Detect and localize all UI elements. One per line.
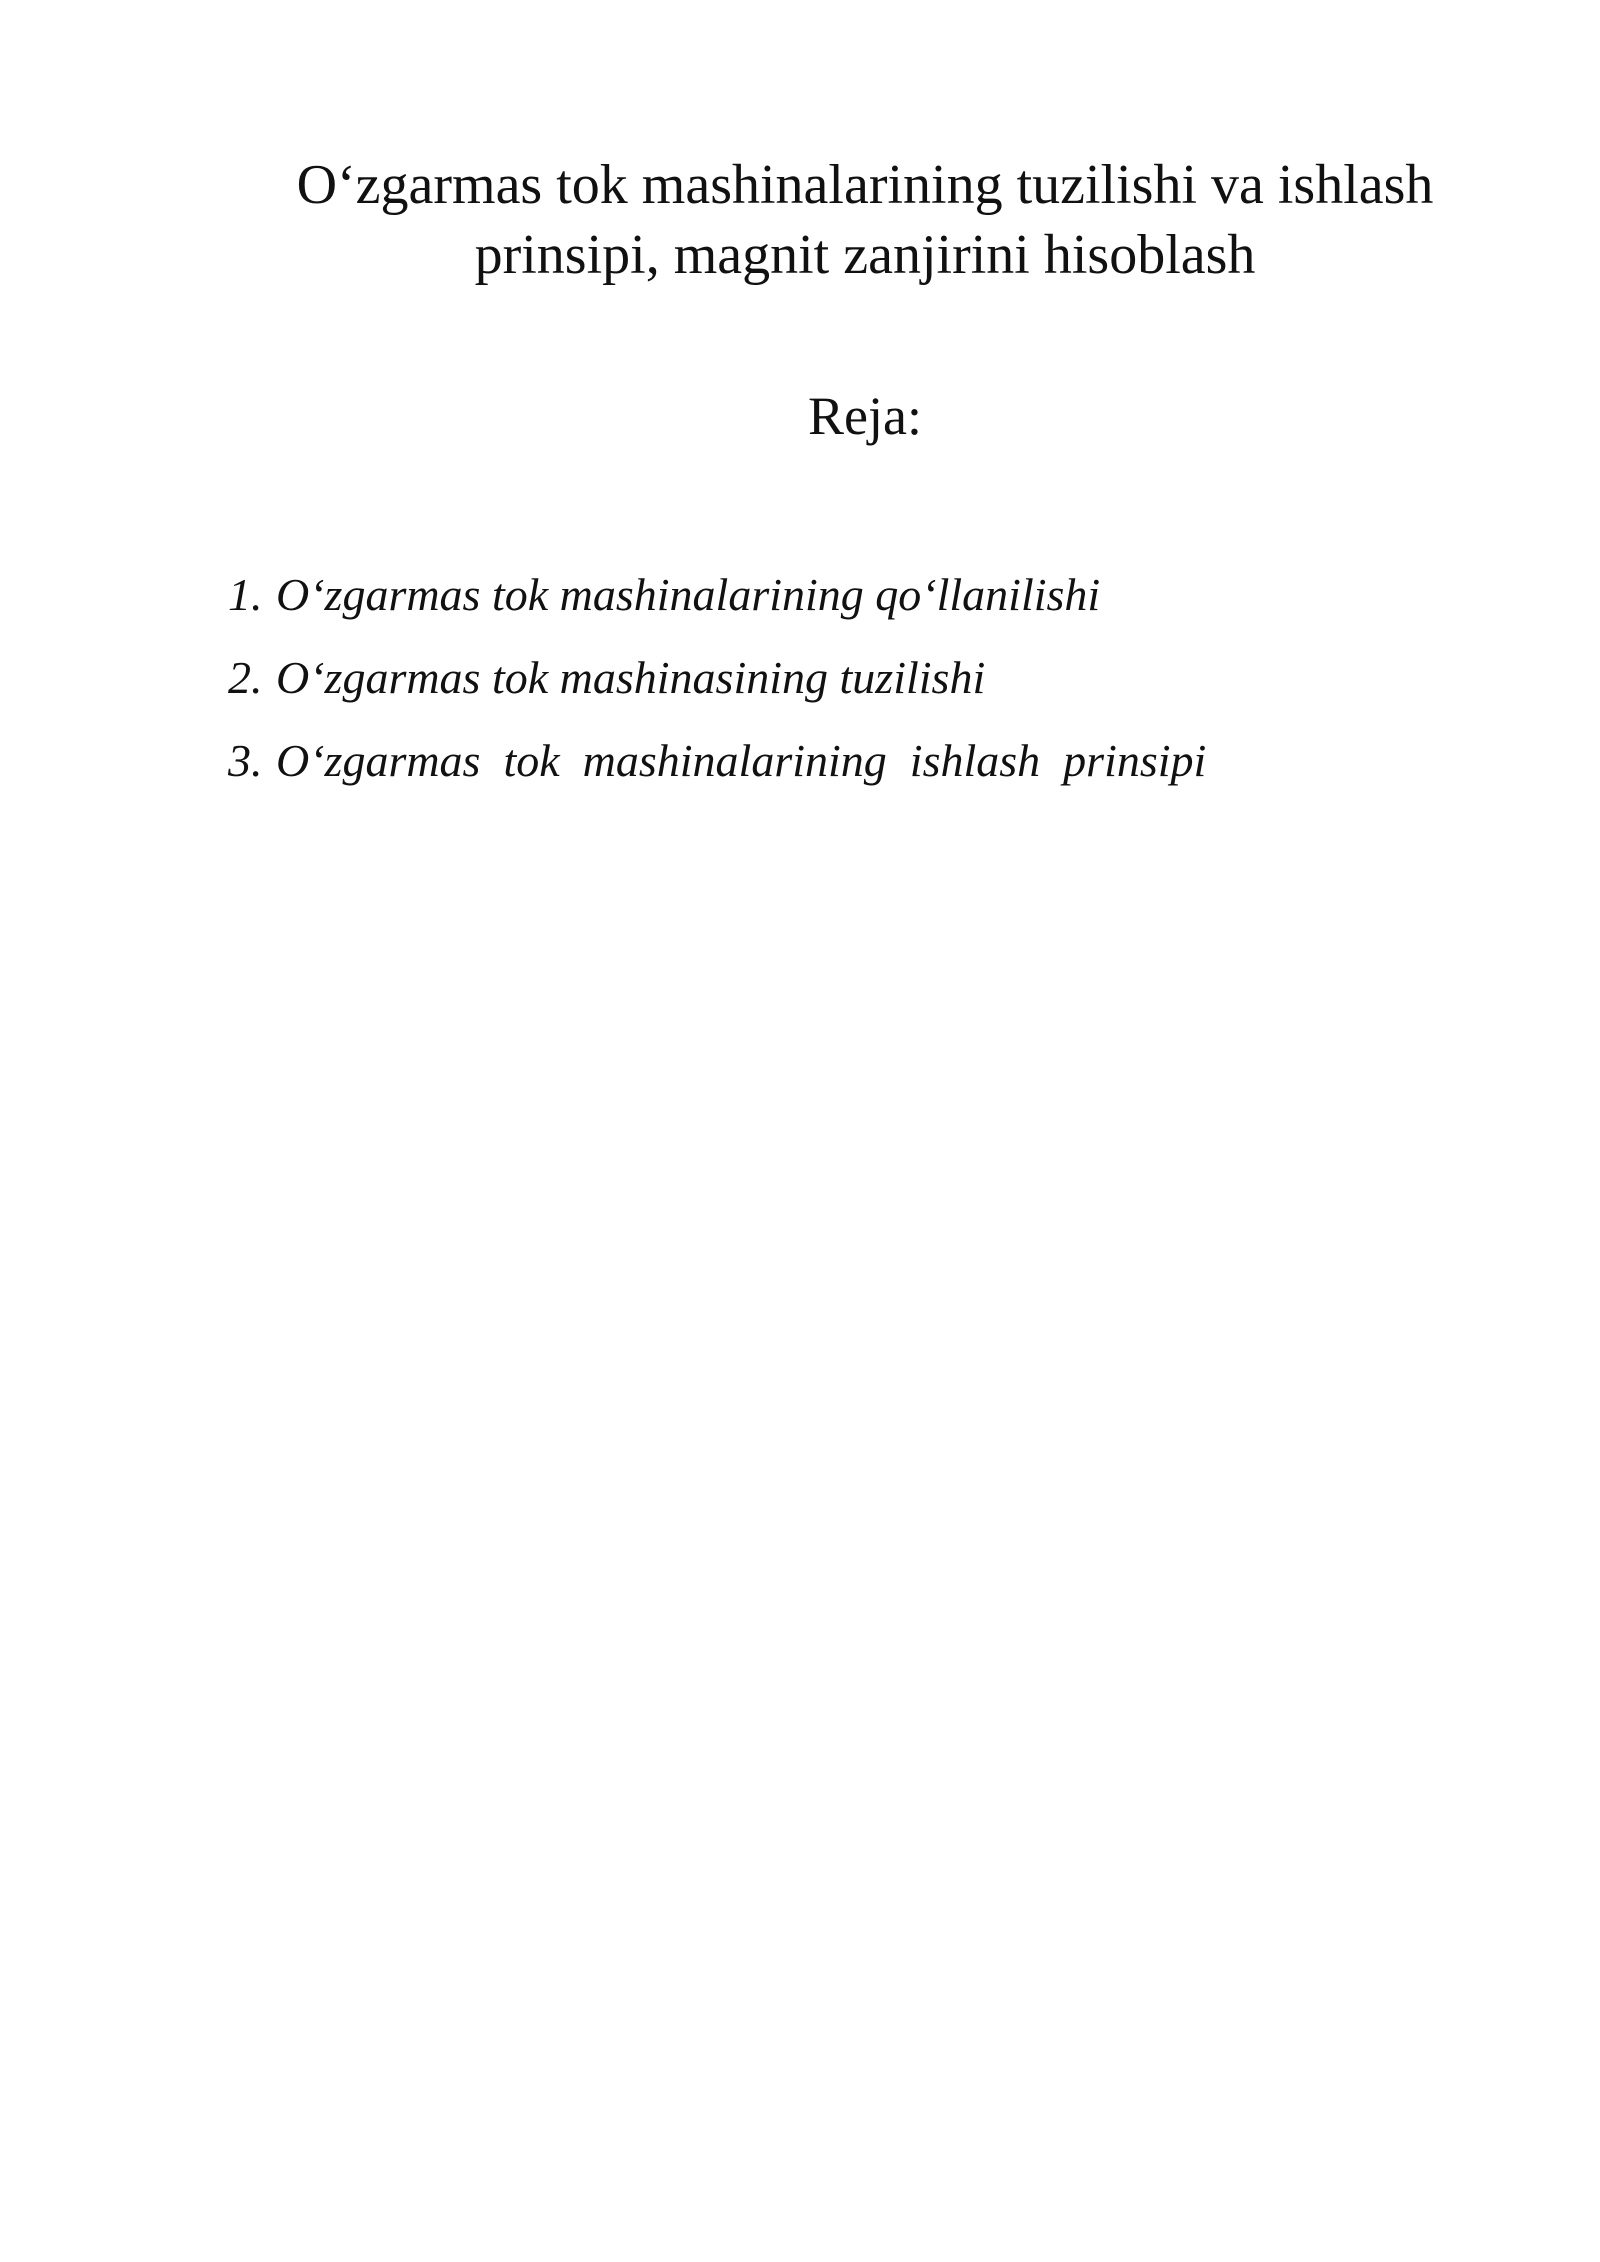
- title-line-1: O‘zgarmas tok mashinalarining tuzilishi va ishlash: [296, 154, 1434, 216]
- plan-item-number: 2.: [228, 652, 263, 703]
- plan-item-1: [228, 565, 1206, 625]
- plan-heading: Reja:: [808, 386, 922, 446]
- title-line-2: prinsipi, magnit zanjirini hisoblash: [474, 224, 1256, 286]
- plan-item-number: 3.: [228, 735, 263, 786]
- plan-item-text: O‘zgarmas tok mashinalarining qo‘llanilishi: [276, 569, 1101, 620]
- plan-item-text: O‘zgarmas tok mashinasining tuzilishi: [276, 652, 986, 703]
- plan-item-2: [228, 648, 1206, 708]
- document-title: [230, 150, 1500, 290]
- plan-item-number: 1.: [228, 569, 263, 620]
- plan-item-3: [228, 731, 1206, 791]
- plan-item-text: O‘zgarmas tok mashinalarining ishlash prinsipi: [276, 735, 1207, 786]
- plan-list: [228, 565, 1206, 814]
